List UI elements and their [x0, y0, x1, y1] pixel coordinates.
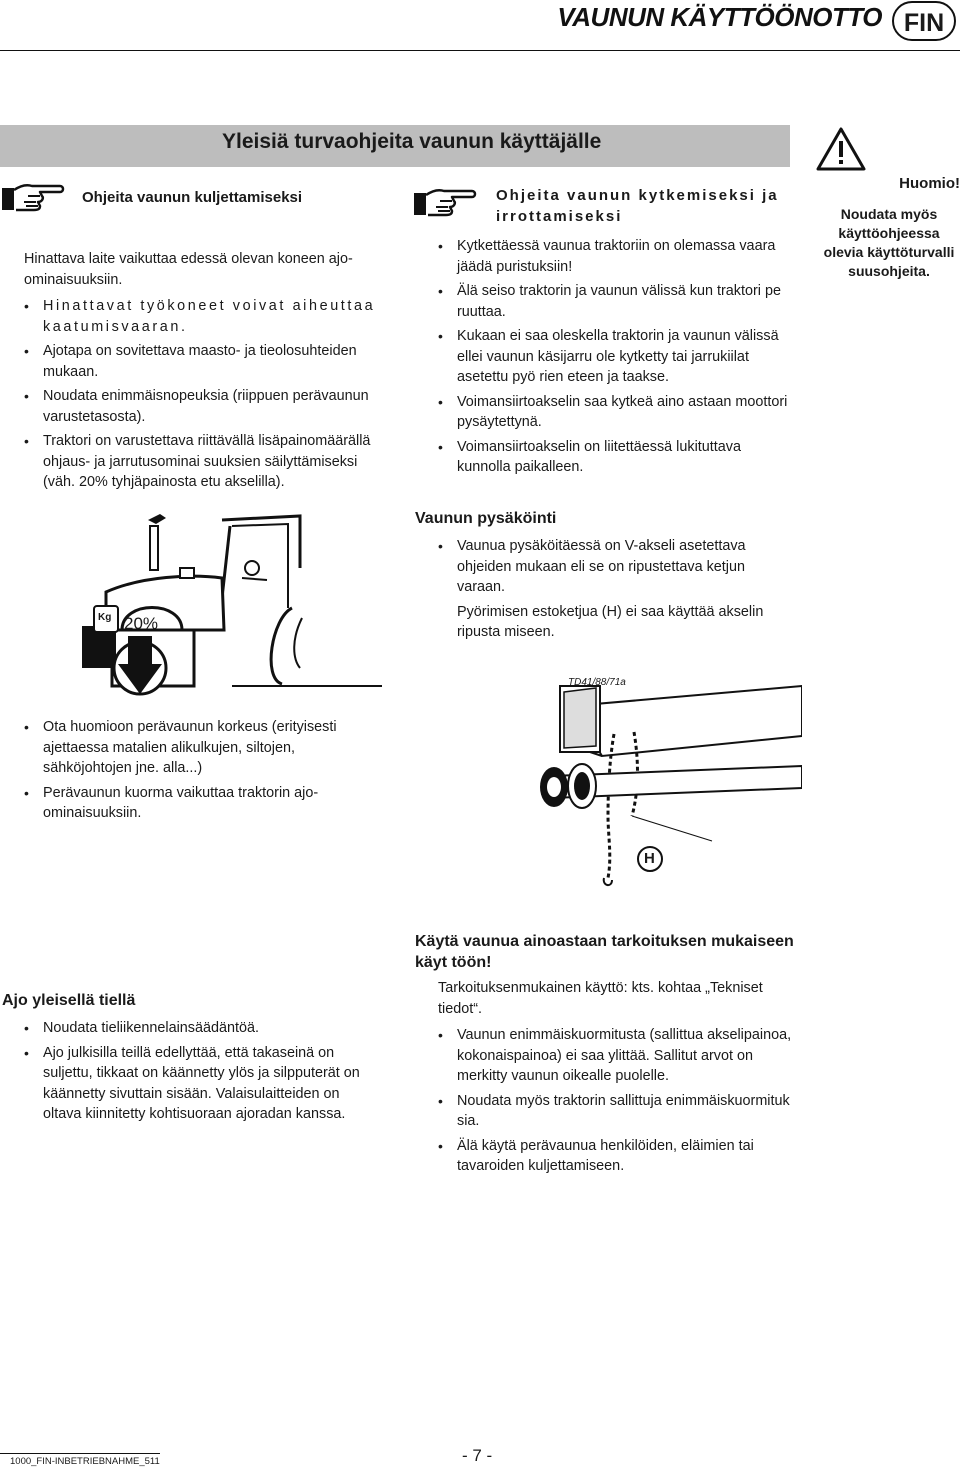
transport-list [24, 296, 380, 493]
percent-label: 20% [124, 614, 159, 633]
banner-title: Yleisiä turvaohjeita vaunun käyttäjälle [222, 130, 602, 153]
list-item: • Noudata tieliikennelainsäädäntöä. [24, 1018, 380, 1039]
list-item: • Voimansiirtoakselin saa kytkeä aino astaan moottori pysäytettynä. [438, 392, 792, 433]
pointing-hand-icon [0, 180, 66, 216]
list-item: • Vaunua pysäköitäessä on V-akseli asetettava ohjeiden mukaan eli se on ripustettava ketjun varaan. [438, 536, 792, 598]
list-item: • Ajo julkisilla teillä edellyttää, että takaseinä on suljettu, tikkaat on käännetty ylös ja silpputerät on käännetty sivuttain sisään. Valaisulaitteiden on oltava kiinnitetty kohtisuoraan ajoradan kanssa. [24, 1043, 380, 1125]
list-item: • Ajotapa on sovitettava maasto- ja tieolosuhteiden mukaan. [24, 341, 380, 382]
list-item: • Voimansiirtoakselin on liitettäessä lukituttava kunnolla paikalleen. [438, 437, 792, 478]
list-item: • Hinattavat työkoneet voivat aiheuttaa kaatumisvaaran. [24, 296, 380, 337]
list-item: • Noudata myös traktorin sallittuja enimmäiskuormituk sia. [438, 1091, 792, 1132]
list-item: • Kukaan ei saa oleskella traktorin ja vaunun välissä ellei vaunun käsijarru ole kytketty tai jarrukiilat asetettu pyö rien eteen ja taakse. [438, 326, 792, 388]
parking-note: Pyörimisen estoketjua (H) ei saa käyttää akselin ripusta miseen. [457, 603, 764, 640]
transport-title: Ohjeita vaunun kuljettamiseksi [82, 189, 303, 206]
transport-section [24, 249, 380, 497]
warning-triangle-icon [815, 126, 867, 172]
chain-axle-illustration [512, 666, 802, 896]
road-title: Ajo yleisellä tiellä [2, 992, 136, 1009]
pointing-hand-icon [412, 185, 478, 221]
road-section [24, 1018, 380, 1129]
parking-section [438, 536, 792, 643]
transport-section-2 [24, 717, 380, 828]
purpose-intro: Tarkoituksenmukainen käyttö: kts. kohtaa „Tekniset tiedot“. [438, 980, 763, 1017]
parking-list [438, 536, 792, 598]
purpose-section [438, 978, 792, 1181]
parking-title: Vaunun pysäköinti [415, 510, 557, 527]
warning-title: Huomio! [899, 175, 960, 192]
purpose-title: Käytä vaunua ainoastaan tarkoituksen mukaiseen käyt töön! [415, 933, 794, 971]
coupling-list [438, 236, 792, 478]
language-badge: FIN [892, 1, 956, 41]
list-item: • Kytkettäessä vaunua traktoriin on olemassa vaara jäädä puristuksiin! [438, 236, 792, 277]
purpose-list [438, 1025, 792, 1177]
footer-doc-code: 1000_FIN-INBETRIEBNAHME_511 [10, 1456, 160, 1467]
list-item: • Traktori on varustettava riittävällä lisäpainomäärällä ohjaus- ja jarrutusominai suuksien säilyttämiseksi (väh. 20% tyhjäpainosta etu akselilla). [24, 431, 380, 493]
chain-h-label: H [644, 850, 655, 867]
page-number: - 7 - [462, 1446, 493, 1465]
header-rule [0, 50, 960, 51]
weight-label: Kg [98, 612, 112, 623]
coupling-section [438, 236, 792, 482]
warning-text: Noudata myös käyttöohjeessa olevia käyttöturvalli suusohjeita. [823, 206, 955, 279]
list-item: • Älä käytä perävaunua henkilöiden, eläimien tai tavaroiden kuljettamiseen. [438, 1136, 792, 1177]
list-item: • Noudata enimmäisnopeuksia (riippuen perävaunun varustetasosta). [24, 386, 380, 427]
transport-intro: Hinattava laite vaikuttaa edessä olevan koneen ajo-ominaisuuksiin. [24, 251, 353, 288]
transport-list-2 [24, 717, 380, 824]
tractor-weight-illustration [82, 508, 382, 698]
coupling-title: Ohjeita vaunun kytkemiseksi ja irrottamiseksi [496, 187, 779, 225]
figure-code: TD41/88/71a [568, 677, 626, 688]
page-header-title: VAUNUN KÄYTTÖÖNOTTO [557, 2, 882, 32]
road-list [24, 1018, 380, 1125]
list-item: • Ota huomioon perävaunun korkeus (erityisesti ajettaessa matalien alikulkujen, siltojen, sähköjohtojen jne. alla...) [24, 717, 380, 779]
list-item: • Vaunun enimmäiskuormitusta (sallittua akselipainoa, kokonaispainoa) ei saa ylittää. Sallitut arvot on merkitty vaunun oikealle puolelle. [438, 1025, 792, 1087]
list-item: • Älä seiso traktorin ja vaunun välissä kun traktori pe ruuttaa. [438, 281, 792, 322]
list-item: • Perävaunun kuorma vaikuttaa traktorin ajo-ominaisuuksiin. [24, 783, 380, 824]
footer-rule [0, 1453, 160, 1454]
